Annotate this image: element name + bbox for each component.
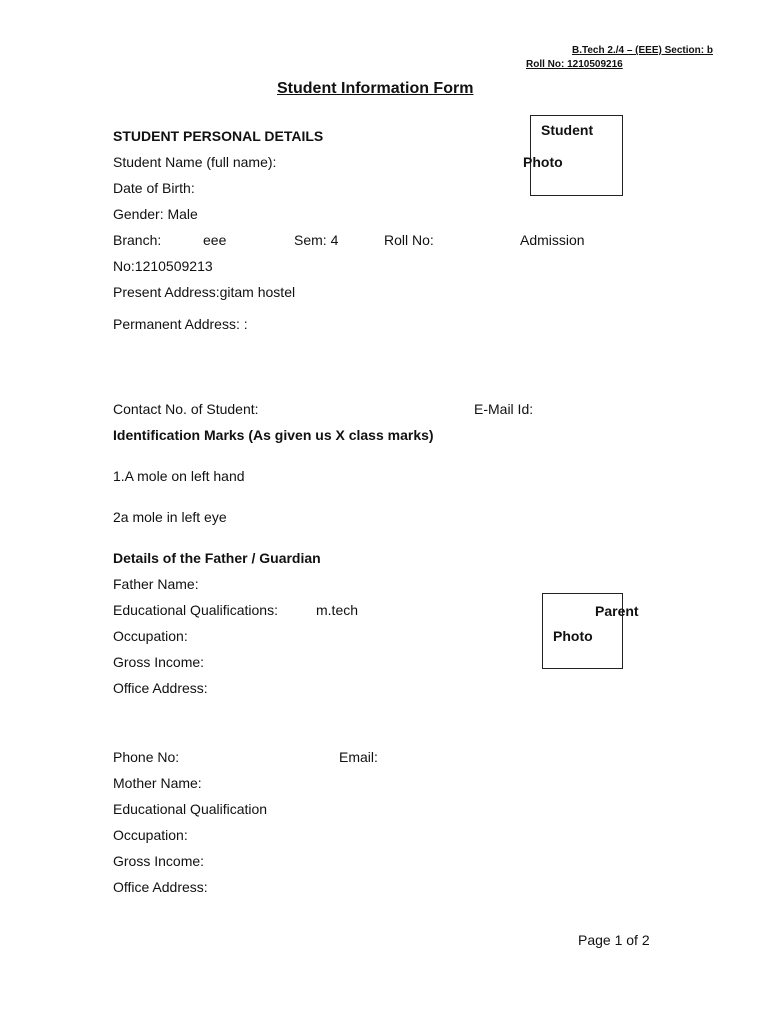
page-title: Student Information Form [277,80,474,97]
father-education-value: m.tech [316,602,359,618]
course-section-line: B.Tech 2./4 – (EEE) Section: b [572,45,713,56]
parent-photo-label: Parent [595,603,639,619]
father-email-field: Email: [339,749,378,765]
student-contact-field: Contact No. of Student: [113,401,259,417]
mother-occupation-field: Occupation: [113,827,188,843]
identification-heading: Identification Marks (As given us X class marks) [113,427,434,443]
page-number: Page 1 of 2 [578,932,650,948]
header-roll-number: Roll No: 1210509216 [526,59,623,70]
admission-number: No:1210509213 [113,258,213,274]
identification-mark-1: 1.A mole on left hand [113,468,245,484]
admission-label: Admission [520,232,585,248]
father-office-field: Office Address: [113,680,208,696]
father-phone-field: Phone No: [113,749,180,765]
student-photo-label-2: Photo [523,154,563,170]
permanent-address-field: Permanent Address: : [113,316,248,332]
father-occupation-field: Occupation: [113,628,188,644]
mother-education-field: Educational Qualification [113,801,268,817]
present-address-field: Present Address:gitam hostel [113,284,296,300]
mother-income-field: Gross Income: [113,853,205,869]
father-education-label: Educational Qualifications: [113,602,278,618]
student-name-field: Student Name (full name): [113,154,277,170]
parent-photo-label-2: Photo [553,628,593,644]
mother-name-field: Mother Name: [113,775,202,791]
identification-mark-2: 2a mole in left eye [113,509,227,525]
branch-label: Branch: [113,232,162,248]
gender-field: Gender: Male [113,206,198,222]
semester-field: Sem: 4 [294,232,339,248]
personal-details-heading: STUDENT PERSONAL DETAILS [113,128,324,144]
roll-number-field: Roll No: [384,232,434,248]
student-photo-label: Student [541,122,594,138]
father-income-field: Gross Income: [113,654,205,670]
date-of-birth-field: Date of Birth: [113,180,195,196]
mother-office-field: Office Address: [113,879,208,895]
branch-value: eee [203,232,227,248]
student-email-field: E-Mail Id: [474,401,534,417]
father-name-field: Father Name: [113,576,199,592]
father-details-heading: Details of the Father / Guardian [113,550,321,566]
